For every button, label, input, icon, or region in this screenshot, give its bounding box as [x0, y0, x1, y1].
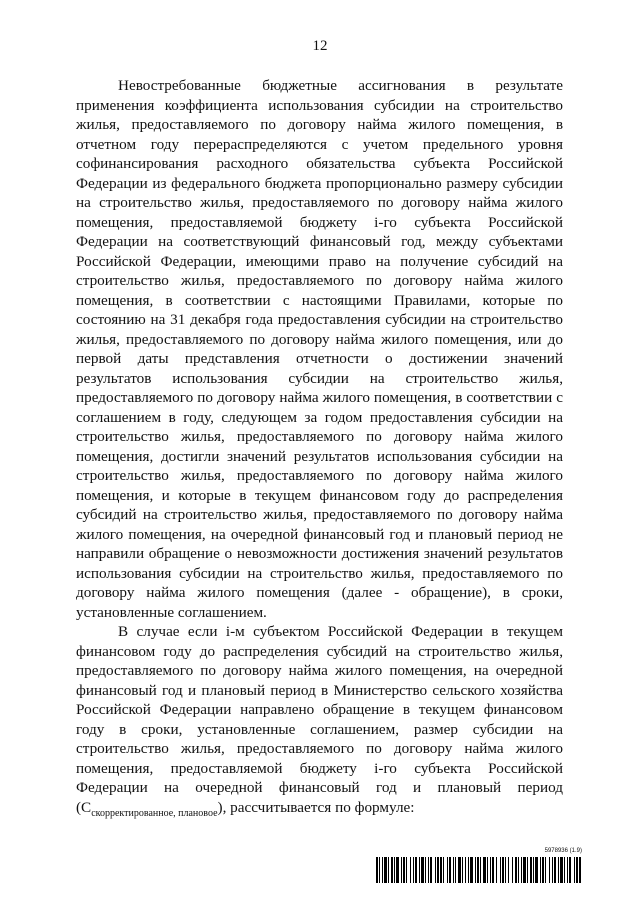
- page-number: 12: [312, 38, 328, 54]
- formula-subscript: скорректированное, плановое: [91, 807, 218, 819]
- barcode-number: 5978936 (1.9): [544, 848, 582, 854]
- paragraph-text-end: ), рассчитывается по формуле:: [217, 798, 415, 816]
- paragraph-appeal-case: [76, 622, 563, 823]
- barcode-icon: [376, 857, 582, 883]
- document-barcode: [376, 848, 582, 884]
- document-body: [76, 76, 563, 823]
- paragraph-text: В случае если i-м субъектом Российской Федерации в текущем финансовом году до распределения субсидий на строительство жилья, предоставляемого по договору найма жилого помещения, на очередной финансовый год и плановый период в Министерство сельского хозяйства Российской Федерации направлено обращение в текущем финансовом году в сроки, установленные соглашением, размер субсидии на строительство жилья, предоставляемого по договору найма жилого помещения, предоставляемой бюджету i-го субъекта Российской Федерации на очередной финансовый год и плановый период (С: [76, 623, 563, 816]
- paragraph-unused-allocations: Невостребованные бюджетные ассигнования в результате применения коэффициента использования субсидии на строительство жилья, предоставляемого по договору найма жилого помещения, в отчетном году перераспределяются с учетом предельного уровня софинансирования расходного обязательства субъекта Российской Федерации из федерального бюджета пропорционально размеру субсидии на строительство жилья, предоставляемого по договору найма жилого помещения, предоставляемой бюджету i-го субъекта Российской Федерации на соответствующий финансовый год, между субъектами Российской Федерации, имеющими право на получение субсидий на строительство жилья, предоставляемого по договору найма жилого помещения, в соответствии с настоящими Правилами, которые по состоянию на 31 декабря года предоставления субсидии на строительство жилья, предоставляемого по договору найма жилого помещения, или до первой даты представления отчетности о достижении значений результатов использования субсидии на строительство жилья, предоставляемого по договору найма жилого помещения, в соответствии с соглашением в году, следующем за годом предоставления субсидии на строительство жилья, предоставляемого по договору найма жилого помещения, достигли значений результатов использования субсидии на строительство жилья, предоставляемого по договору найма жилого помещения, и которые в текущем финансовом году до распределения субсидий на строительство жилья, предоставляемого по договору найма жилого помещения, на очередной финансовый год и плановый период не направили обращение о невозможности достижения значений результатов использования субсидии на строительство жилья, предоставляемого по договору найма жилого помещения (далее - обращение), в сроки, установленные соглашением.: [76, 77, 563, 621]
